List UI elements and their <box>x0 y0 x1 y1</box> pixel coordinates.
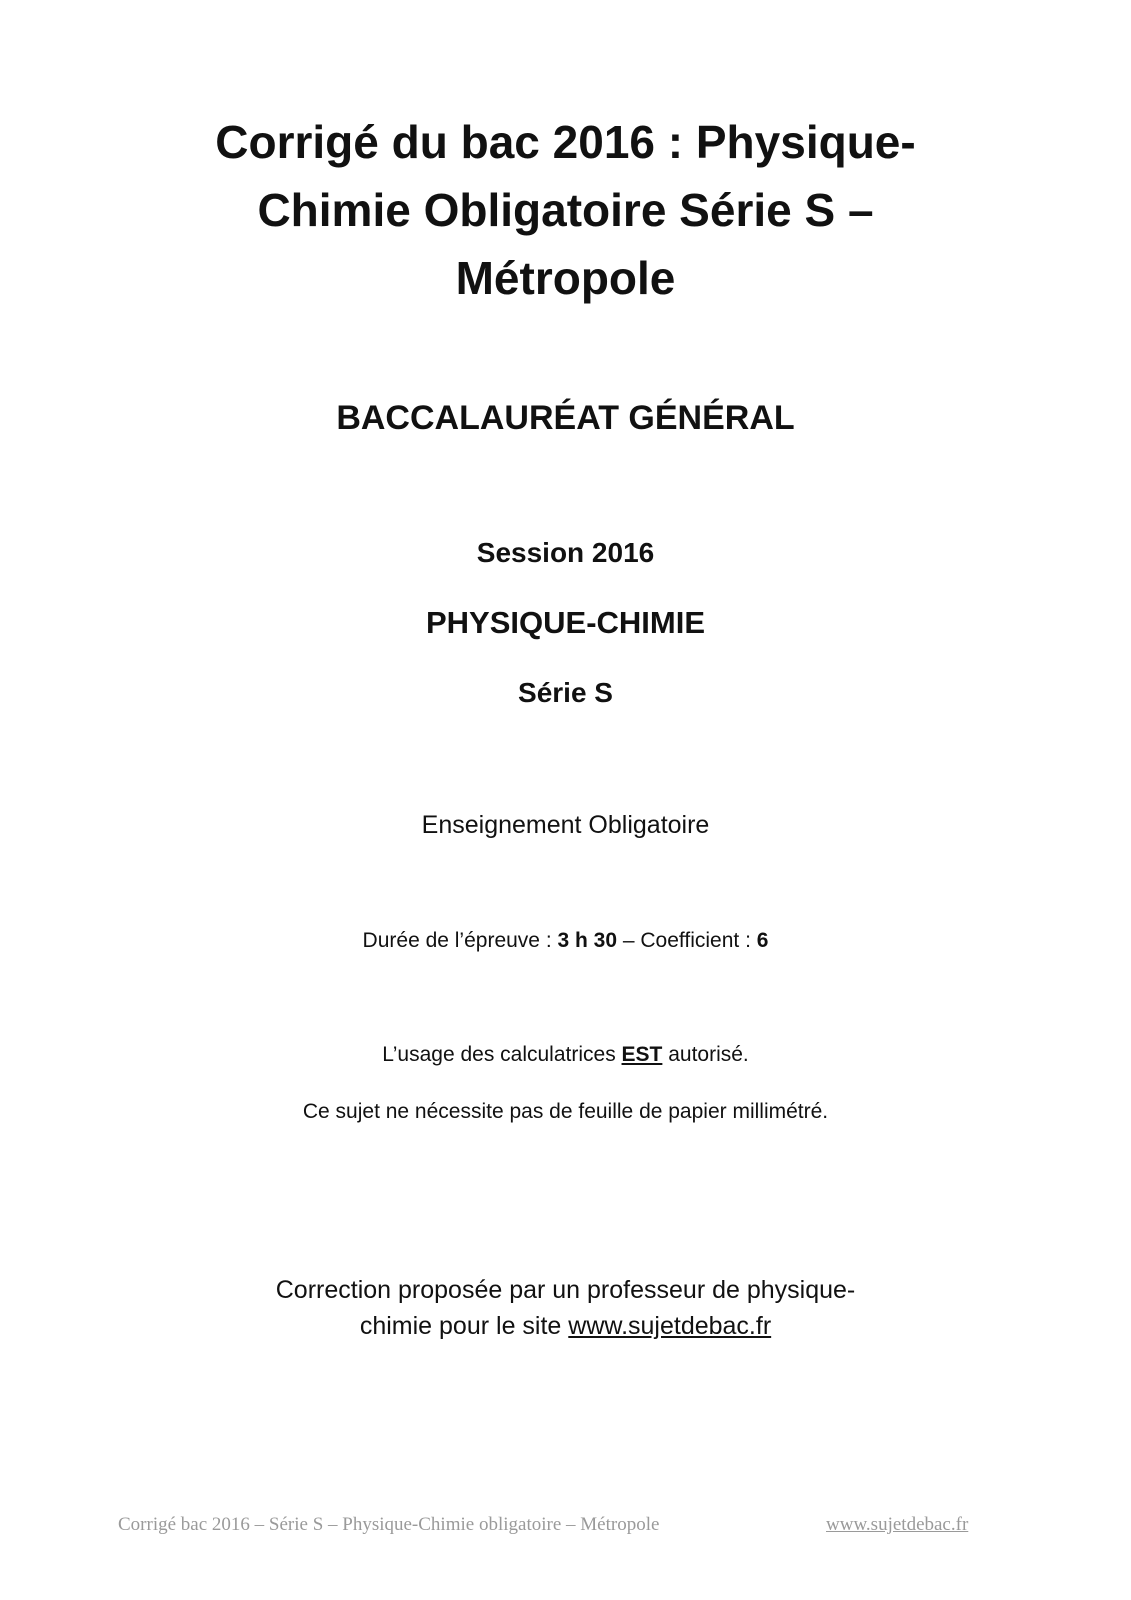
calculator-text-before: L’usage des calculatrices <box>382 1043 622 1066</box>
duration-value: 3 h 30 <box>557 929 618 952</box>
title-line-2: Chimie Obligatoire Série S – <box>257 184 874 236</box>
correction-credit <box>0 1272 1131 1344</box>
exam-serie: Série S <box>518 677 613 708</box>
duration-label: Durée de l’épreuve : <box>362 929 558 952</box>
site-link[interactable]: www.sujetdebac.fr <box>568 1312 772 1340</box>
correction-line-2 <box>0 1308 1131 1344</box>
title-line-1: Corrigé du bac 2016 : Physique- <box>215 116 916 168</box>
coefficient-label: – Coefficient : <box>617 929 757 952</box>
document-title <box>0 108 1131 312</box>
coefficient-value: 6 <box>756 929 769 952</box>
footer-link[interactable]: www.sujetdebac.fr <box>826 1514 969 1535</box>
exam-session: Session 2016 <box>476 537 655 568</box>
correction-line-2-prefix: chimie pour le site <box>359 1312 569 1340</box>
correction-line-1: Correction proposée par un professeur de physique- <box>275 1276 856 1304</box>
title-line-3: Métropole <box>455 252 676 304</box>
exam-type: BACCALAURÉAT GÉNÉRAL <box>336 399 795 437</box>
calculator-notice <box>0 1042 1131 1068</box>
calculator-emphasis: EST <box>621 1043 663 1066</box>
exam-enseignement: Enseignement Obligatoire <box>421 811 710 839</box>
footer-text: Corrigé bac 2016 – Série S – Physique-Chimie obligatoire – Métropole <box>118 1514 660 1535</box>
exam-subject: PHYSIQUE-CHIMIE <box>425 605 706 640</box>
exam-duration <box>0 928 1131 954</box>
graph-paper-notice: Ce sujet ne nécessite pas de feuille de papier millimétré. <box>302 1100 829 1123</box>
calculator-text-after: autorisé. <box>662 1043 749 1066</box>
